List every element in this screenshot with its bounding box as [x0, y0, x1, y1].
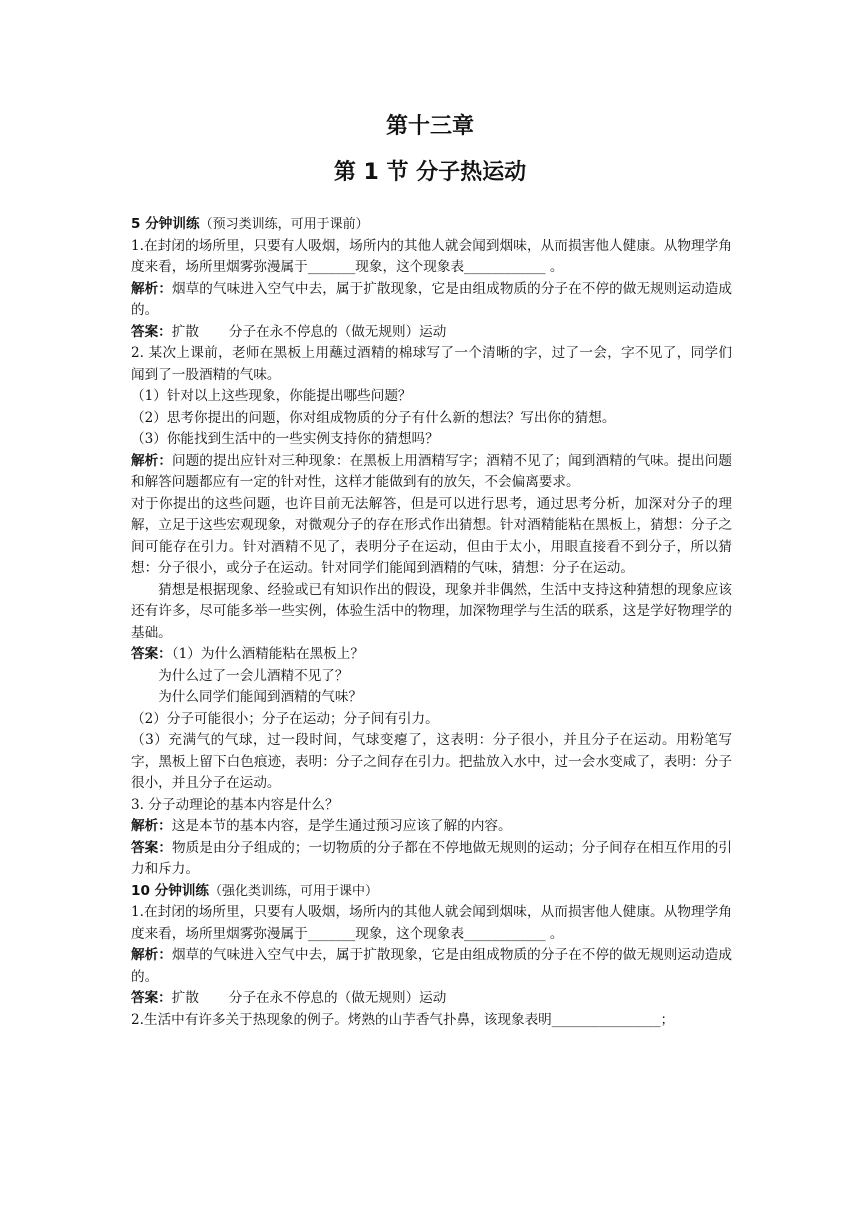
analysis-paragraph: 猜想是根据现象、经验或已有知识作出的假设，现象并非偶然，生活中支持这种猜想的现象应该还有许多，尽可能多举一些实例，体验生活中的物理，加深物理学与生活的联系，这是学好物理学的基础。: [131, 581, 732, 641]
analysis: 解析：烟草的气味进入空气中去，属于扩散现象，它是由组成物质的分子在不停的做无规则运动造成的。: [131, 947, 732, 985]
answer-line: 为什么过了一会儿酒精不见了？: [158, 667, 349, 684]
analysis: 解析：这是本节的基本内容，是学生通过预习应该了解的内容。: [131, 818, 512, 834]
section-title: 第 1 节 分子热运动: [333, 160, 527, 185]
chapter-title: 第十三章: [385, 114, 474, 139]
answer: 答案：物质是由分子组成的；一切物质的分子都在不停地做无规则的运动；分子间存在相互作用的引力和斥力。: [131, 839, 732, 877]
sub-question: （3）你能找到生活中的一些实例支持你的猜想吗？: [131, 431, 439, 447]
question-text: 2. 某次上课前，老师在黑板上用蘸过酒精的棉球写了一个清晰的字，过了一会，字不见了，同学们闻到了一股酒精的气味。: [131, 345, 732, 383]
section-heading-5min: 5 分钟训练（预习类训练，可用于课前）: [131, 216, 369, 232]
analysis: 解析：烟草的气味进入空气中去，属于扩散现象，它是由组成物质的分子在不停的做无规则运动造成的。: [131, 280, 732, 318]
answer-line: 为什么同学们能闻到酒精的气味？: [158, 689, 363, 705]
section-heading-10min: 10 分钟训练（强化类训练，可用于课中）: [131, 882, 379, 899]
document-body: [131, 214, 732, 1031]
analysis-paragraph: 对于你提出的这些问题，也许目前无法解答，但是可以进行思考，通过思考分析，加深对分子的理解，立足于这些宏观现象，对微观分子的存在形式作出猜想。针对酒精能粘在黑板上，猜想：分子之间可能存在引力。针对酒精不见了，表明分子在运动，但由于太小，用眼直接看不到分子，所以猜想：分子很小，或分子在运动。针对同学们能闻到酒精的气味，猜想：分子在运动。: [131, 495, 732, 576]
question-text: 2.生活中有许多关于热现象的例子。烤熟的山芋香气扑鼻，该现象表明________________；: [131, 1011, 675, 1028]
answer: 答案：扩散 分子在永不停息的（做无规则）运动: [131, 990, 447, 1006]
analysis: 解析：问题的提出应针对三种现象：在黑板上用酒精写字；酒精不见了；闻到酒精的气味。提出问题和解答问题都应有一定的针对性，这样才能做到有的放矢，不会偏离要求。: [131, 452, 732, 490]
sub-question: （2）思考你提出的问题，你对组成物质的分子有什么新的想法？写出你的猜想。: [131, 409, 616, 426]
answer: 答案：扩散 分子在永不停息的（做无规则）运动: [131, 323, 447, 340]
answer: 答案：（1）为什么酒精能粘在黑板上？: [131, 646, 364, 662]
question-text: 1.在封闭的场所里，只要有人吸烟，场所内的其他人就会闻到烟味，从而损害他人健康。从物理学角度来看，场所里烟雾弥漫属于_______现象，这个现象表____________ 。: [131, 237, 732, 275]
answer-line: （3）充满气的气球，过一段时间，气球变瘪了，这表明：分子很小，并且分子在运动。用粉笔写字，黑板上留下白色痕迹，表明：分子之间存在引力。把盐放入水中，过一会水变咸了，表明：分子很小，并且分子在运动。: [131, 732, 732, 791]
answer-line: （2）分子可能很小；分子在运动；分子间有引力。: [131, 710, 439, 727]
sub-question: （1）针对以上这些现象，你能提出哪些问题？: [131, 388, 412, 404]
question-text: 3. 分子动理论的基本内容是什么？: [131, 796, 339, 813]
question-text: 1.在封闭的场所里，只要有人吸烟，场所内的其他人就会闻到烟味，从而损害他人健康。从物理学角度来看，场所里烟雾弥漫属于_______现象，这个现象表____________ 。: [131, 904, 732, 942]
